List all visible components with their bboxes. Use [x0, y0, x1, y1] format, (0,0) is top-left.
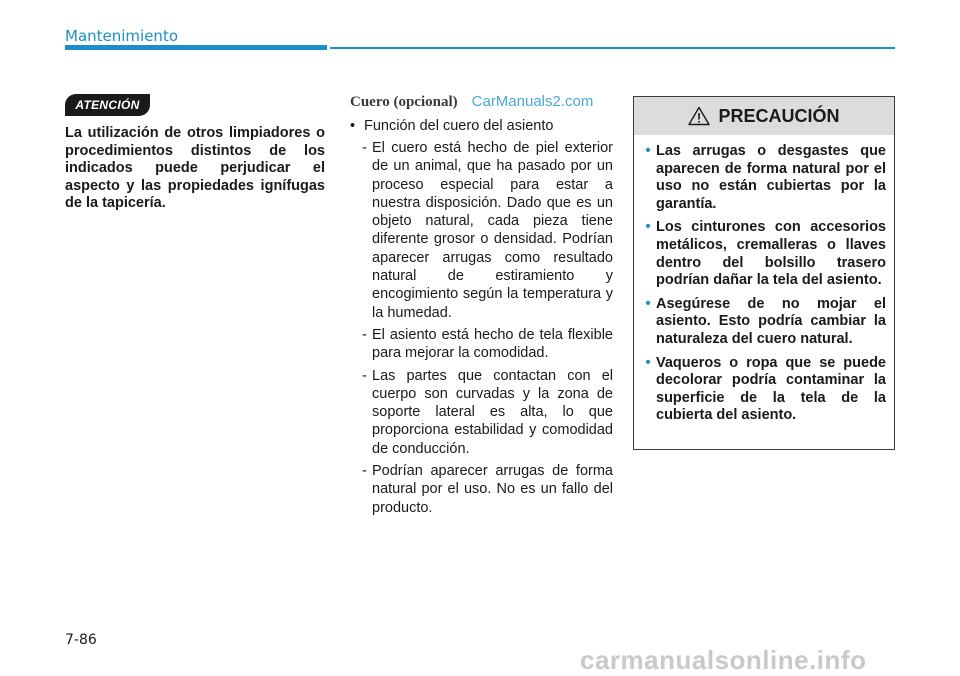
dash-icon: -	[362, 463, 367, 480]
list-item	[640, 143, 886, 213]
cuero-bullet	[350, 117, 613, 135]
page-number: 7-86	[65, 632, 97, 648]
list-item	[640, 219, 886, 289]
section-title: Mantenimiento	[65, 27, 178, 45]
bullet-dot-icon: •	[350, 118, 356, 134]
precaucion-list	[634, 135, 894, 425]
header-rule-thin	[330, 47, 895, 49]
list-item	[362, 462, 613, 517]
list-item-text: Vaqueros o ropa que se puede decolorar podría contaminar la superficie de la tela de la cubierta del asiento.	[656, 354, 886, 424]
dash-icon: -	[362, 367, 367, 384]
footer-watermark[interactable]: carmanualsonline.info	[580, 645, 867, 675]
precaucion-box	[633, 96, 895, 450]
precaucion-title: PRECAUCIÓN	[718, 105, 840, 126]
header-rule-thick	[65, 45, 327, 50]
atencion-badge: ATENCIÓN	[65, 94, 150, 116]
cuero-bullet-text: Función del cuero del asiento	[364, 118, 554, 134]
dash-icon: -	[362, 326, 367, 343]
list-item-text: El asiento está hecho de tela flexible para mejorar la comodidad.	[372, 326, 613, 362]
list-item	[362, 326, 613, 363]
atencion-text: La utilización de otros limpiadores o procedimientos distintos de los indicados puede perjudicar el aspecto y las propiedades ignífugas de la tapicería.	[65, 125, 325, 211]
list-item-text: Podrían aparecer arrugas de forma natural por el uso. No es un fallo del producto.	[372, 463, 613, 516]
list-item-text: Las partes que contactan con el cuerpo son curvadas y la zona de soporte lateral es alta, lo que proporciona estabilidad y comodidad de conducción.	[372, 367, 613, 457]
bullet-dot-icon: •	[645, 143, 651, 159]
bullet-dot-icon: •	[645, 354, 651, 371]
cuero-heading: Cuero (opcional)	[350, 94, 458, 110]
list-item	[362, 367, 613, 458]
warning-triangle-icon	[688, 106, 710, 126]
bullet-dot-icon: •	[645, 219, 651, 236]
watermark-link[interactable]: CarManuals2.com	[471, 93, 594, 110]
list-item	[362, 139, 613, 322]
list-item-text: El cuero está hecho de piel exterior de un animal, que ha pasado por un proceso especial para estar a nuestra disposición. Dado que es un objeto natural, cada pieza tiene diferente grosor o densidad. Podrían aparecer arrugas como resultado natural de estiramiento y encogimiento según la temperatura y la humedad.	[372, 140, 613, 321]
list-item-text: Los cinturones con accesorios metálicos, cremalleras o llaves dentro del bolsillo trasero podrían dañar la tela del asiento.	[656, 219, 886, 289]
cuero-section	[350, 93, 613, 517]
list-item	[640, 355, 886, 425]
bullet-dot-icon: •	[645, 295, 651, 312]
list-item	[640, 296, 886, 349]
list-item-text: Las arrugas o desgastes que aparecen de forma natural por el uso no están cubiertas por la garantía.	[656, 143, 886, 212]
list-item-text: Asegúrese de no mojar el asiento. Esto podría cambiar la naturaleza del cuero natural.	[656, 295, 886, 347]
dash-icon: -	[362, 140, 367, 156]
precaucion-header	[634, 97, 894, 135]
cuero-heading-row	[350, 93, 613, 111]
